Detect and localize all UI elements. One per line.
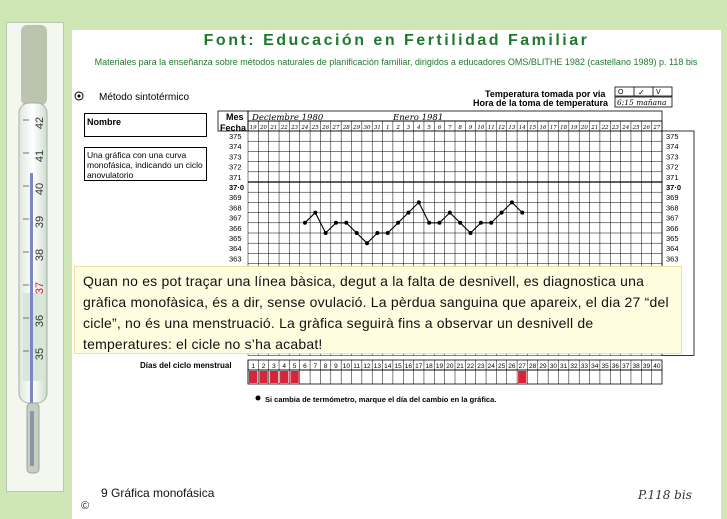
cycle-day-cell: 33 — [580, 363, 588, 370]
cycle-day-cell: 22 — [466, 363, 475, 370]
right-temp-label: 369 — [666, 193, 679, 203]
cycle-day-cell: 36 — [611, 363, 620, 370]
cycle-day-cell: 16 — [404, 363, 413, 370]
hour-label: Hora de la toma de temperatura — [473, 98, 609, 108]
right-temp-label: 365 — [666, 234, 679, 243]
cycle-day-cell: 24 — [487, 363, 495, 370]
right-temp-label: 366 — [666, 223, 679, 233]
cycle-day-cell: 32 — [570, 363, 578, 370]
cycle-day-cell: 4 — [282, 363, 287, 370]
cycle-day-cell: 7 — [313, 363, 318, 370]
temperature-point — [344, 221, 348, 225]
right-temp-label: 373 — [666, 152, 679, 162]
temperature-point — [500, 211, 504, 215]
temperature-point — [417, 200, 421, 204]
left-temp-label: 365 — [229, 234, 242, 243]
date-cell: 20 — [580, 125, 588, 131]
menstruation-mark — [518, 371, 526, 383]
temperature-point — [365, 241, 369, 245]
menstruation-mark — [280, 371, 288, 383]
temperature-point — [375, 231, 379, 235]
cycle-day-cell: 29 — [539, 363, 547, 370]
date-cell: 24 — [622, 125, 630, 131]
route-option-o: O — [618, 89, 624, 96]
left-temp-label: 367 — [229, 213, 242, 223]
temperature-point — [520, 211, 524, 215]
name-box: Nombre — [84, 113, 207, 137]
right-temp-label: 375 — [666, 132, 679, 141]
date-cell: 26 — [322, 125, 330, 131]
temp-route-label: Temperatura tomada por via — [485, 89, 606, 99]
left-temp-label: 373 — [229, 152, 242, 162]
date-cell: 17 — [549, 125, 557, 131]
right-temp-label: 371 — [666, 172, 679, 182]
cycle-day-cell: 8 — [323, 363, 328, 370]
explanation-note: Quan no es pot traçar una línea bàsica, degut a la falta de desnivell, es diagnostica una gràfica monofàsica, és a dir, sense ovulació. La pèrdua sanguina que apareix, el dia 27 “del cicle”, no és una menstruació. La gràfica seguirà fins a observar un desnivell de temperatures: el cicle no s’ha acabat! — [74, 266, 682, 354]
cycle-day-cell: 28 — [529, 363, 537, 370]
temperature-point — [510, 200, 514, 204]
cycle-day-cell: 15 — [394, 363, 402, 370]
date-cell: 29 — [353, 125, 361, 131]
thermo-scale-label: 38 — [34, 248, 46, 262]
date-cell: 11 — [487, 125, 495, 131]
cycle-day-cell: 9 — [334, 363, 338, 370]
temperature-point — [448, 211, 452, 215]
figure-caption: 9 Gráfica monofásica — [101, 486, 215, 500]
date-cell: 28 — [342, 125, 350, 131]
cycle-day-cell: 12 — [363, 363, 371, 370]
temperature-point — [437, 221, 441, 225]
menstruation-mark — [290, 371, 298, 383]
cycle-day-cell: 13 — [373, 363, 381, 370]
temperature-point — [489, 221, 493, 225]
temperature-point — [313, 211, 317, 215]
thermo-scale-label: 41 — [34, 149, 46, 163]
cycle-day-cell: 30 — [549, 363, 557, 370]
temperature-point — [386, 231, 390, 235]
cycle-day-cell: 38 — [632, 363, 640, 370]
date-cell: 6 — [437, 125, 442, 131]
thermo-scale-label: 35 — [34, 347, 46, 361]
date-cell: 9 — [468, 125, 473, 131]
temperature-point — [469, 231, 473, 235]
handwritten-signature: P.118 bis — [638, 488, 692, 502]
temperature-point — [396, 221, 400, 225]
route-option-v: V — [656, 89, 661, 96]
date-cell: 27 — [332, 125, 340, 131]
source-subtitle: Materiales para la enseñanza sobre métodos naturales de planificación familiar, dirigidos a educadores OMS/BLITHE 1982 (castellano 1989) p. 118 bis — [94, 57, 698, 67]
temperature-point — [458, 221, 462, 225]
temperature-point — [406, 211, 410, 215]
date-cell: 20 — [260, 125, 268, 131]
thermo-scale-label: 42 — [34, 116, 46, 130]
cycle-day-cell: 10 — [342, 363, 350, 370]
date-cell: 8 — [458, 125, 462, 131]
right-temp-label: 372 — [666, 162, 679, 172]
left-temp-label: 37·0 — [229, 183, 245, 192]
route-option-check: ✓ — [638, 88, 645, 97]
date-cell: 7 — [448, 125, 452, 131]
date-cell: 21 — [591, 125, 599, 131]
date-cell: 19 — [570, 125, 578, 131]
cycle-day-cell: 11 — [353, 363, 361, 370]
date-cell: 10 — [477, 125, 485, 131]
date-cell: 27 — [653, 125, 661, 131]
right-temp-label: 37·0 — [666, 183, 682, 192]
date-cell: 25 — [311, 125, 319, 131]
date-cell: 4 — [417, 125, 421, 131]
cycle-day-cell: 6 — [303, 363, 307, 370]
cycle-day-cell: 34 — [591, 363, 599, 370]
date-cell: 25 — [632, 125, 640, 131]
date-cell: 21 — [270, 125, 278, 131]
temperature-point — [334, 221, 338, 225]
cycle-day-cell: 27 — [518, 363, 526, 370]
date-cell: 24 — [301, 125, 309, 131]
date-cell: 26 — [642, 125, 650, 131]
cycle-day-cell: 35 — [601, 363, 609, 370]
cycle-day-cell: 25 — [497, 363, 506, 370]
source-title: Font: Educación en Fertilidad Familiar — [203, 32, 590, 49]
copyright-mark: © — [81, 500, 90, 512]
date-cell: 22 — [601, 125, 609, 131]
thermo-scale-label: 40 — [34, 182, 46, 196]
cycle-day-cell: 37 — [622, 363, 630, 370]
cycle-day-cell: 23 — [477, 363, 485, 370]
date-cell: 23 — [611, 125, 619, 131]
month-2: Enero 1981 — [393, 113, 444, 123]
right-temp-label: 364 — [666, 244, 679, 254]
month-1: Deciembre 1980 — [252, 113, 324, 123]
cycle-day-cell: 31 — [560, 363, 568, 370]
date-cell: 14 — [518, 125, 526, 131]
menstruation-mark — [249, 371, 257, 383]
cycle-day-cell: 21 — [456, 363, 464, 370]
date-cell: 13 — [508, 125, 516, 131]
temperature-point — [355, 231, 359, 235]
left-temp-label: 368 — [229, 203, 242, 213]
date-cell: 1 — [385, 125, 390, 131]
date-label: Fecha — [220, 123, 247, 133]
date-cell: 3 — [406, 125, 411, 131]
graph-description-box: Una gráfica con una curva monofásica, indicando un ciclo anovulatorio — [84, 147, 207, 181]
menstruation-mark — [270, 371, 278, 383]
date-cell: 15 — [529, 125, 537, 131]
temperature-point — [427, 221, 431, 225]
cycle-day-cell: 2 — [261, 363, 266, 370]
method-label: Método sintotérmico — [99, 92, 190, 103]
cycle-day-cell: 20 — [446, 363, 454, 370]
cycle-day-cell: 26 — [508, 363, 516, 370]
left-temp-label: 372 — [229, 162, 242, 172]
cycle-day-cell: 3 — [272, 363, 276, 370]
thermo-scale-label: 37 — [34, 281, 46, 295]
month-label: Mes — [226, 112, 244, 122]
date-cell: 23 — [291, 125, 299, 131]
left-temp-label: 366 — [229, 223, 242, 233]
left-temp-label: 375 — [229, 132, 242, 141]
left-temp-label: 364 — [229, 244, 242, 254]
cycle-days-label: Días del ciclo menstrual — [140, 361, 232, 370]
cycle-day-cell: 5 — [292, 363, 297, 370]
menstruation-markers — [249, 371, 526, 383]
thermometer-change-note: Si cambia de termómetro, marque el día del cambio en la gráfica. — [265, 395, 497, 404]
hour-value: 6:15 mañana — [617, 98, 667, 107]
temperature-point — [324, 231, 328, 235]
thermo-scale-label: 39 — [34, 215, 46, 229]
temperature-point — [303, 221, 307, 225]
cycle-day-cell: 14 — [384, 363, 392, 370]
date-cell: 19 — [249, 125, 257, 131]
cycle-day-cell: 1 — [251, 363, 255, 370]
date-cell: 30 — [363, 125, 371, 131]
date-cell: 18 — [560, 125, 568, 131]
date-cell: 12 — [498, 125, 506, 131]
right-temp-label: 374 — [666, 142, 679, 152]
left-temp-label: 371 — [229, 172, 242, 182]
date-cell: 31 — [373, 125, 381, 131]
left-temp-label: 374 — [229, 142, 242, 152]
left-temp-label: 369 — [229, 193, 242, 203]
date-cell: 16 — [539, 125, 547, 131]
right-temp-label: 368 — [666, 203, 679, 213]
cycle-day-cell: 40 — [653, 363, 661, 370]
cycle-days-row — [251, 363, 660, 370]
right-temp-label: 363 — [666, 254, 679, 264]
left-temp-label: 363 — [229, 254, 242, 264]
right-temp-label: 367 — [666, 213, 679, 223]
cycle-day-cell: 39 — [642, 363, 651, 370]
thermo-scale-label: 36 — [34, 314, 46, 328]
menstruation-mark — [259, 371, 267, 383]
left-temperature-scale — [229, 132, 244, 263]
cycle-day-cell: 18 — [425, 363, 433, 370]
date-cell: 2 — [396, 125, 400, 131]
date-cell: 5 — [427, 125, 431, 131]
cycle-day-cell: 19 — [435, 363, 444, 370]
date-cell: 22 — [280, 125, 288, 131]
temperature-point — [479, 221, 483, 225]
cycle-day-cell: 17 — [415, 363, 423, 370]
bullet-icon — [256, 396, 261, 401]
